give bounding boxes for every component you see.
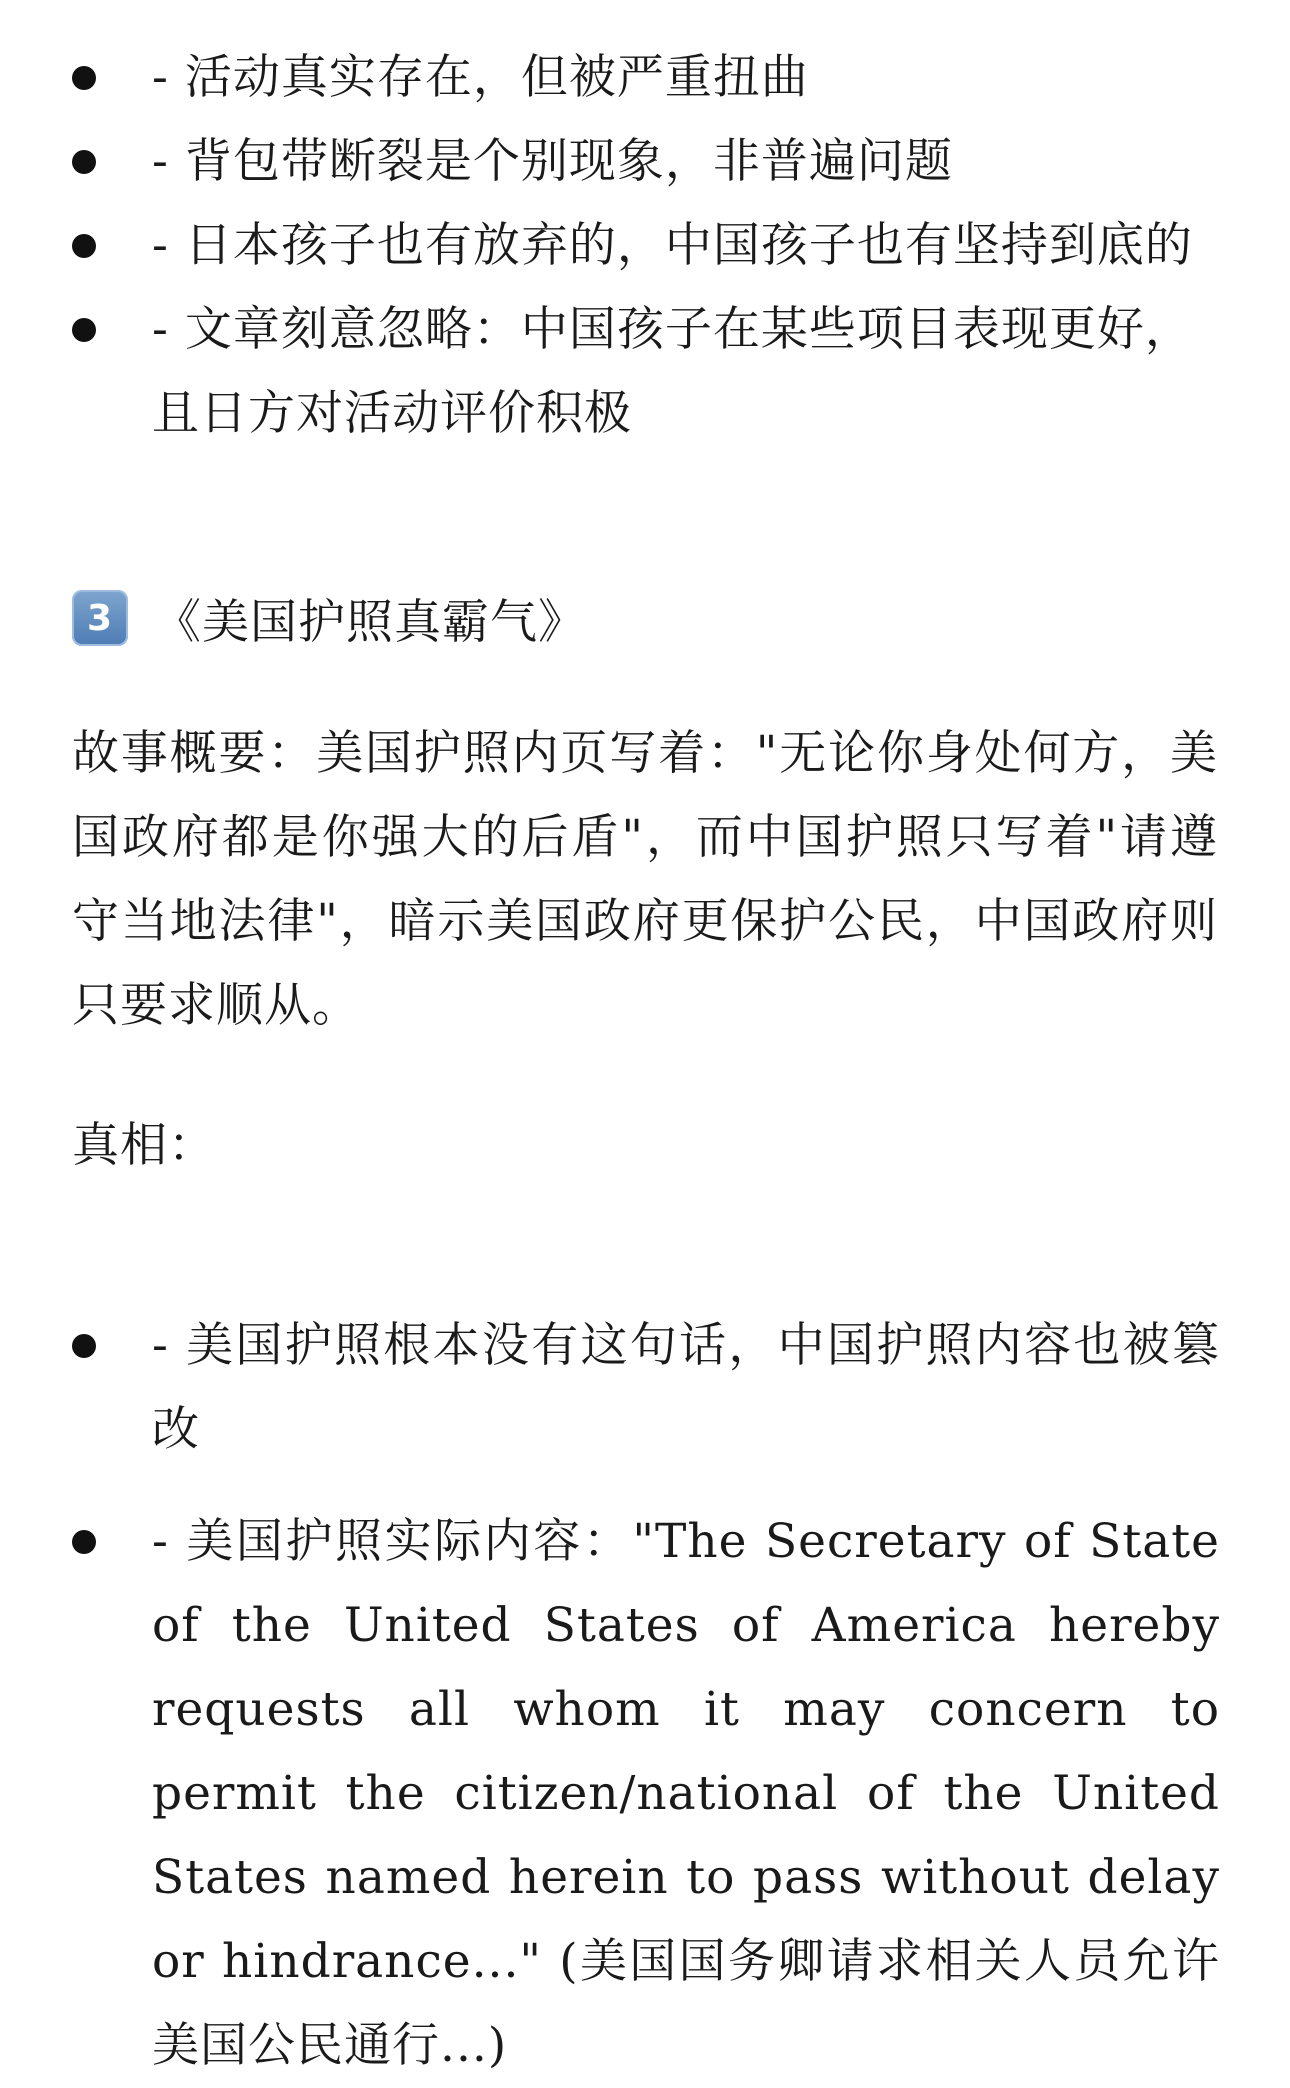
list-item-text: - 背包带断裂是个别现象，非普遍问题 [152, 134, 953, 189]
top-bullet-list [70, 36, 1220, 456]
bullet-icon [72, 234, 96, 258]
bullet-icon [72, 66, 96, 90]
list-item-text: - 美国护照实际内容："The Secretary of State of the United States of America hereby requests all whom it may concern to permit the citizen/national of the United States named herein to pass without delay or hindrance..." (美国国务卿请求相关人员允许美国公民通行...) [152, 1514, 1220, 2073]
bullet-icon [72, 1530, 96, 1554]
keycap-number-icon: 3 [72, 590, 128, 646]
list-item-text: - 日本孩子也有放弃的，中国孩子也有坚持到底的 [152, 218, 1193, 273]
list-item [70, 1500, 1220, 2088]
section-title: 《美国护照真霸气》 [154, 594, 586, 650]
bullet-icon [72, 1334, 96, 1358]
story-summary: 故事概要：美国护照内页写着："无论你身处何方，美国政府都是你强大的后盾"，而中国护照只写着"请遵守当地法律"，暗示美国政府更保护公民，中国政府则只要求顺从。 [72, 726, 1218, 1033]
list-item [70, 204, 1220, 288]
list-item [70, 36, 1220, 120]
list-item-text: - 活动真实存在，但被严重扭曲 [152, 50, 809, 105]
bullet-icon [72, 318, 96, 342]
list-item-text: - 美国护照根本没有这句话，中国护照内容也被篡改 [152, 1318, 1220, 1457]
list-item [70, 120, 1220, 204]
section-heading [72, 578, 586, 658]
truth-bullet-list [70, 1304, 1220, 2088]
list-item [70, 1304, 1220, 1472]
bullet-icon [72, 150, 96, 174]
list-item-text: - 文章刻意忽略：中国孩子在某些项目表现更好，且日方对活动评价积极 [152, 302, 1193, 441]
list-item [70, 288, 1220, 456]
truth-label: 真相： [72, 1118, 216, 1173]
